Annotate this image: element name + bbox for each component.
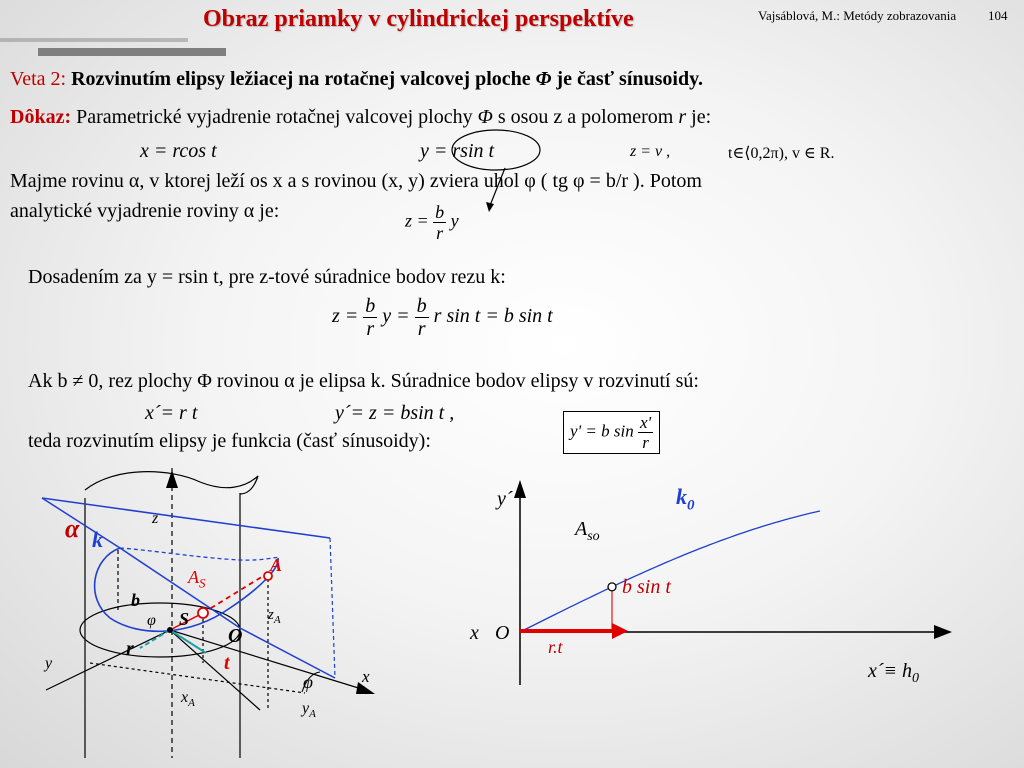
label-yA-sub: A <box>309 708 316 721</box>
theorem-text-end: je časť sínusoidy. <box>556 68 703 90</box>
label-As <box>188 567 206 592</box>
label-phi: φ <box>303 672 313 692</box>
label-xprime-sub: 0 <box>912 671 920 686</box>
label-xA <box>181 689 195 709</box>
point-S <box>167 627 173 633</box>
plane-line1: Majme rovinu α, v ktorej leží os x a s rovinou (x, y) zviera uhol φ ( tg φ = b/r ). Potom <box>10 170 702 192</box>
label-As-main: A <box>188 567 199 587</box>
plane-equation <box>405 203 459 242</box>
proof-text3: je: <box>691 106 712 128</box>
label-yprime-axis: y´ <box>497 488 513 510</box>
page-title: Obraz priamky v cylindrickej perspektíve <box>203 6 634 32</box>
decorative-bar-upper <box>0 38 188 42</box>
label-r: r <box>126 638 134 660</box>
proof <box>10 106 711 129</box>
equation-x: x = rcos t <box>140 140 217 162</box>
page-number: 104 <box>988 8 1008 23</box>
theorem-text: Rozvinutím elipsy ležiacej na rotačnej valcovej ploche <box>71 68 531 90</box>
rt-arrowhead <box>612 623 628 639</box>
subst-y-part: y = <box>382 305 410 328</box>
label-xA-sub: A <box>188 697 195 710</box>
label-zA-sub: A <box>273 614 281 626</box>
label-xprime-main: x´≡ h <box>868 660 913 682</box>
proof-symbol: Φ <box>477 106 493 128</box>
box-lhs: y' = b sin <box>570 421 634 441</box>
point-As <box>198 608 208 618</box>
label-phi-small: φ <box>147 612 156 629</box>
conclusion-yprime: y´= z = bsin t , <box>335 402 455 424</box>
plane-line2: analytické vyjadrenie roviny α je: <box>10 200 280 222</box>
subst-den-2: r <box>417 318 426 340</box>
label-xA-main: x <box>181 689 189 706</box>
label-k0-main: k <box>676 484 687 509</box>
yprime-arrowhead <box>514 480 526 498</box>
xprime-arrowhead <box>934 625 952 639</box>
label-A: A <box>270 555 283 575</box>
substitution-text: Dosadením za y = rsin t, pre z-tové súradnice bodov rezu k: <box>28 266 506 288</box>
subst-num-1: b <box>365 295 376 317</box>
conclusion-line3: teda rozvinutím elipsy je funkcia (časť sínusoidy): <box>28 430 431 452</box>
result-formula-box <box>563 411 660 454</box>
label-z: z <box>152 510 159 527</box>
t-segment <box>170 630 206 653</box>
pointer-arrow <box>485 162 545 222</box>
label-bsint: b sin t <box>622 576 671 598</box>
equation-y: y = rsin t <box>420 140 495 162</box>
box-fraction <box>638 414 653 451</box>
proof-label: Dôkaz: <box>10 106 72 128</box>
plane-eq-fraction <box>433 203 446 242</box>
label-zA <box>268 607 281 626</box>
conclusion-xprime: x´= r t <box>145 402 198 424</box>
header-author: Vajsáblová, M.: Metódy zobrazovania <box>758 8 957 23</box>
subst-fraction-2 <box>415 296 429 339</box>
label-t: t <box>224 652 230 674</box>
subst-num-2: b <box>416 295 427 317</box>
plane-eq-den: r <box>436 223 444 243</box>
label-As-sub: S <box>199 575 206 591</box>
label-S: S <box>179 609 190 629</box>
proof-r: r <box>678 106 687 128</box>
decorative-bar-lower <box>38 48 226 56</box>
point-Aso <box>608 583 616 591</box>
label-yA <box>302 700 316 720</box>
label-y: y <box>45 655 53 672</box>
xA-dashed-line <box>90 663 305 693</box>
label-alpha: α <box>65 514 80 543</box>
equation-z: z = v , <box>630 143 671 160</box>
subst-fraction-1 <box>363 296 377 339</box>
subst-rsint: r sin t = b sin t <box>433 305 553 328</box>
plane-eq-num: b <box>435 202 445 222</box>
label-xprime-axis <box>868 660 919 687</box>
box-num: x' <box>640 413 652 432</box>
label-Aso-sub: so <box>587 529 600 544</box>
y-axis <box>46 630 170 690</box>
label-k: k <box>92 527 103 552</box>
proof-text2: s osou z a polomerom <box>497 106 674 128</box>
label-rt: r.t <box>548 637 563 657</box>
plane-eq-rhs: y <box>450 210 459 231</box>
label-k0 <box>676 484 695 514</box>
theorem-label: Veta 2: <box>10 68 67 90</box>
theorem <box>10 68 703 91</box>
curve-k0 <box>520 511 820 632</box>
plane-alpha-edge-right <box>330 538 335 678</box>
label-k0-sub: 0 <box>687 497 695 514</box>
equation-domain: t∈⟨0,2π), v ∈ R. <box>728 145 835 162</box>
box-den: r <box>642 433 649 452</box>
label-x-origin: x <box>470 622 479 644</box>
label-O: O <box>228 625 243 647</box>
theorem-symbol: Φ <box>535 68 552 90</box>
subst-den-1: r <box>366 318 375 340</box>
As-to-A-dashed <box>203 573 268 613</box>
label-x: x <box>362 667 370 686</box>
subst-lhs: z = <box>332 305 359 328</box>
label-zA-main: z <box>268 607 274 623</box>
cylinder-section-figure <box>30 458 430 768</box>
proof-text: Parametrické vyjadrenie rotačnej valcovej plochy <box>76 106 473 128</box>
label-Aso <box>575 518 600 545</box>
label-O-origin: O <box>495 622 510 644</box>
substitution-equation <box>332 296 553 339</box>
conclusion-line1: Ak b ≠ 0, rez plochy Φ rovinou α je elipsa k. Súradnice bodov elipsy v rozvinutí sú: <box>28 370 699 392</box>
label-yA-main: y <box>302 700 310 717</box>
label-Aso-main: A <box>575 518 588 540</box>
plane-eq-lhs: z = <box>405 210 429 231</box>
ellipse-k-back <box>120 548 278 560</box>
label-b: b <box>131 590 140 610</box>
